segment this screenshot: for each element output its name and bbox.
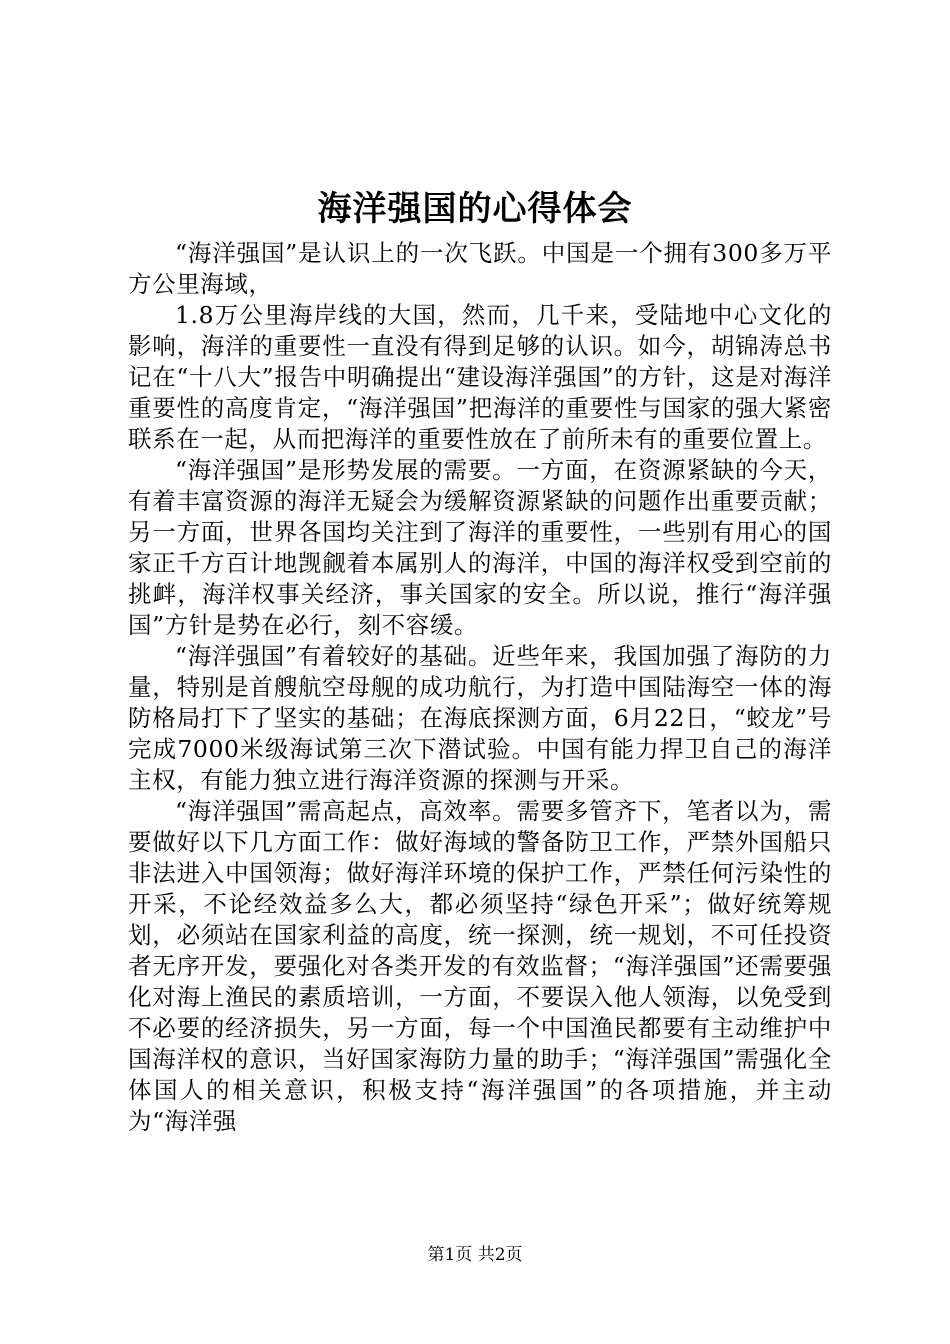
document-body <box>128 238 832 1137</box>
paragraph: “海洋强国”需高起点，高效率。需要多管齐下，笔者以为，需要做好以下几方面工作：做好海域的警备防卫工作，严禁外国船只非法进入中国领海；做好海洋环境的保护工作，严禁任何污染性的开采，不论经效益多么大，都必须坚持“绿色开采”；做好统筹规划，必须站在国家利益的高度，统一探测，统一规划，不可任投资者无序开发，要强化对各类开发的有效监督；“海洋强国”还需要强化对海上渔民的素质培训，一方面，不要误入他人领海，以免受到不必要的经济损失，另一方面，每一个中国渔民都要有主动维护中国海洋权的意识，当好国家海防力量的助手；“海洋强国”需强化全体国人的相关意识，积极支持“海洋强国”的各项措施，并主动为“海洋强 <box>128 797 832 1135</box>
paragraph: “海洋强国”是形势发展的需要。一方面，在资源紧缺的今天，有着丰富资源的海洋无疑会为缓解资源紧缺的问题作出重要贡献；另一方面，世界各国均关注到了海洋的重要性，一些别有用心的国家正千方百计地觊觎着本属别人的海洋，中国的海洋权受到空前的挑衅，海洋权事关经济，事关国家的安全。所以说，推行“海洋强国”方针是势在必行，刻不容缓。 <box>128 456 832 639</box>
paragraph: 1.8万公里海岸线的大国，然而，几千来，受陆地中心文化的影响，海洋的重要性一直没有得到足够的认识。如今，胡锦涛总书记在“十八大”报告中明确提出“建设海洋强国”的方针，这是对海洋重要性的高度肯定，“海洋强国”把海洋的重要性与国家的强大紧密联系在一起，从而把海洋的重要性放在了前所未有的重要位置上。 <box>128 301 832 453</box>
page-title: 海洋强国的心得体会 <box>317 189 633 229</box>
paragraph: “海洋强国”有着较好的基础。近些年来，我国加强了海防的力量，特别是首艘航空母舰的成功航行，为打造中国陆海空一体的海防格局打下了坚实的基础；在海底探测方面，6月22日，“蛟龙”号完成7000米级海试第三次下潜试验。中国有能力捍卫自己的海洋主权，有能力独立进行海洋资源的探测与开采。 <box>128 642 832 794</box>
page-number-footer: 第1页 共2页 <box>427 1245 523 1265</box>
paragraph: “海洋强国”是认识上的一次飞跃。中国是一个拥有300多万平方公里海域， <box>128 239 832 298</box>
